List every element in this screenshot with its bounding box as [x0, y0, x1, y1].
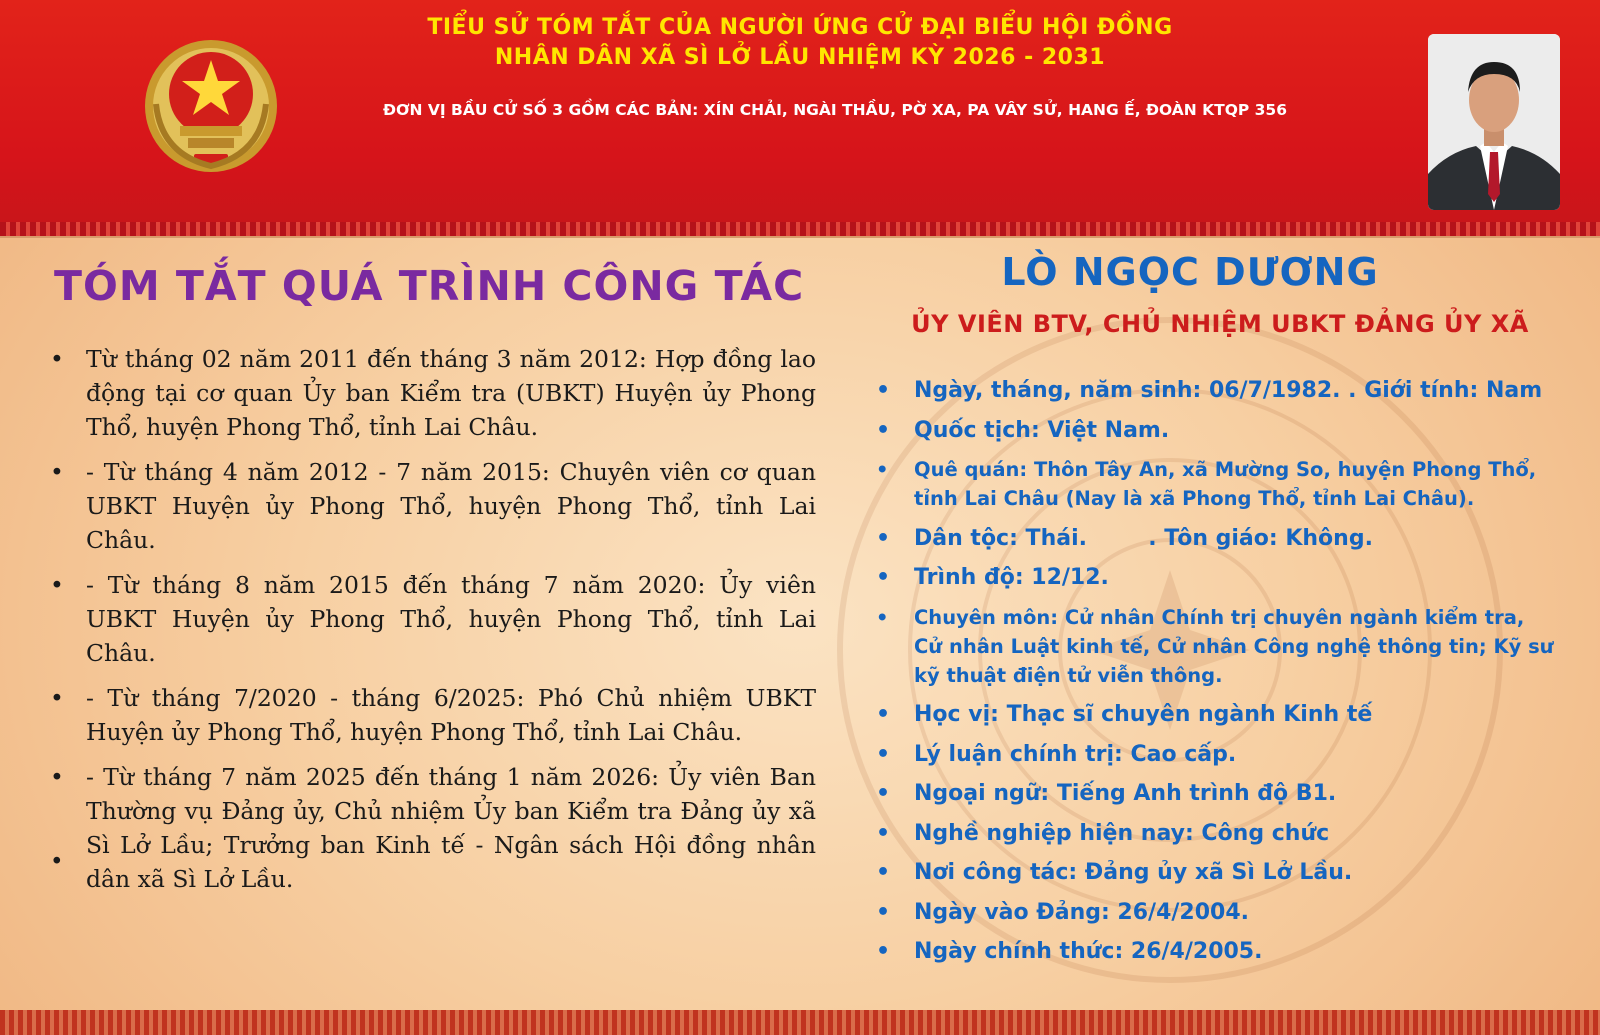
bullet: • — [50, 345, 64, 373]
career-item-text: - Từ tháng 4 năm 2012 - 7 năm 2015: Chuyên viên cơ quan UBKT Huyện ủy Phong Thổ, huyện Phong Thổ, tỉnh Lai Châu. — [86, 458, 816, 554]
info-official-date: Ngày chính thức: 26/4/2005. — [914, 939, 1263, 964]
candidate-name: LÒ NGỌC DƯƠNG — [1001, 250, 1379, 294]
info-foreign-language: Ngoại ngữ: Tiếng Anh trình độ B1. — [914, 781, 1337, 806]
info-degree: Học vị: Thạc sĩ chuyên ngành Kinh tế — [914, 702, 1373, 727]
header-decorative-border — [0, 222, 1600, 238]
title-line-2: NHÂN DÂN XÃ SÌ LỞ LẦU NHIỆM KỲ 2026 - 2031 — [494, 45, 1106, 70]
info-item — [876, 563, 1556, 592]
bullet: • — [876, 899, 891, 925]
info-item — [876, 416, 1556, 445]
candidate-info-list — [876, 376, 1556, 977]
career-item-text: - Từ tháng 7/2020 - tháng 6/2025: Phó Chủ nhiệm UBKT Huyện ủy Phong Thổ, huyện Phong Thổ, tỉnh Lai Châu. — [86, 684, 816, 746]
bullet: • — [876, 781, 891, 806]
bullet: • — [876, 702, 891, 727]
footer-decorative-border — [0, 1010, 1600, 1035]
career-item — [50, 760, 816, 896]
bullet: • — [876, 860, 891, 885]
title-line-1: TIỂU SỬ TÓM TẮT CỦA NGƯỜI ỨNG CỬ ĐẠI BIỂU HỘI ĐỒNG — [427, 15, 1173, 40]
info-item — [876, 819, 1556, 848]
info-item — [876, 858, 1556, 887]
info-nationality: Quốc tịch: Việt Nam. — [914, 417, 1170, 443]
info-item — [876, 898, 1556, 927]
bullet: • — [876, 458, 889, 481]
info-hometown: Quê quán: Thôn Tây An, xã Mường So, huyện Phong Thổ, tỉnh Lai Châu (Nay là xã Phong Thổ, tỉnh Lai Châu). — [914, 458, 1537, 510]
career-list — [50, 342, 816, 907]
bullet: • — [876, 525, 891, 551]
info-birth-gender: Ngày, tháng, năm sinh: 06/7/1982. . Giới tính: Nam — [914, 378, 1543, 403]
bullet: • — [876, 417, 891, 443]
career-item — [50, 342, 816, 444]
info-political-theory: Lý luận chính trị: Cao cấp. — [914, 741, 1237, 767]
bullet: • — [50, 458, 64, 486]
info-item — [876, 779, 1556, 808]
info-party-join-date: Ngày vào Đảng: 26/4/2004. — [914, 899, 1250, 925]
info-item — [876, 376, 1556, 405]
info-item — [876, 700, 1556, 729]
career-item — [50, 568, 816, 670]
bullet: • — [876, 605, 889, 629]
info-education: Trình độ: 12/12. — [914, 565, 1109, 590]
bullet: • — [876, 741, 891, 767]
career-item — [50, 681, 816, 749]
info-item — [876, 524, 1556, 553]
bullet: • — [50, 571, 64, 599]
info-ethnicity-religion: Dân tộc: Thái. . Tôn giáo: Không. — [914, 525, 1373, 551]
bullet: • — [50, 763, 64, 791]
info-item — [876, 937, 1556, 966]
candidate-position: ỦY VIÊN BTV, CHỦ NHIỆM UBKT ĐẢNG ỦY XÃ — [911, 310, 1529, 338]
info-occupation: Nghề nghiệp hiện nay: Công chức — [914, 820, 1330, 846]
info-item — [876, 603, 1556, 690]
header-banner — [0, 0, 1600, 222]
career-item-text: Từ tháng 02 năm 2011 đến tháng 3 năm 2012: Hợp đồng lao động tại cơ quan Ủy ban Kiểm tra (UBKT) Huyện ủy Phong Thổ, huyện Phong Thổ, tỉnh Lai Châu. — [86, 345, 816, 441]
info-item — [876, 740, 1556, 769]
candidate-photo — [1428, 34, 1560, 210]
info-specialty: Chuyên môn: Cử nhân Chính trị chuyên ngành kiểm tra, Cử nhân Luật kinh tế, Cử nhân Công nghệ thông tin; Kỹ sư kỹ thuật điện tử viễn thông. — [914, 605, 1554, 687]
electoral-unit-subtitle: ĐƠN VỊ BẦU CỬ SỐ 3 GỒM CÁC BẢN: XÍN CHẢI, NGÀI THẦU, PỜ XA, PA VÂY SỬ, HANG Ế, ĐOÀN KTQP 356 — [382, 101, 1287, 119]
bullet: • — [50, 684, 64, 712]
info-item — [876, 455, 1556, 513]
career-item-text: - Từ tháng 8 năm 2015 đến tháng 7 năm 2020: Ủy viên UBKT Huyện ủy Phong Thổ, huyện Phong Thổ, tỉnh Lai Châu. — [86, 571, 816, 667]
bullet: • — [876, 378, 891, 403]
bullet: • — [876, 939, 891, 964]
portrait-illustration — [1428, 34, 1560, 210]
career-item — [50, 455, 816, 557]
career-section-title: TÓM TẮT QUÁ TRÌNH CÔNG TÁC — [54, 262, 805, 310]
bullet: • — [876, 565, 891, 590]
empty-bullet: • — [50, 849, 64, 875]
bullet: • — [876, 820, 891, 846]
info-workplace: Nơi công tác: Đảng ủy xã Sì Lở Lầu. — [914, 860, 1353, 885]
career-item-text: - Từ tháng 7 năm 2025 đến tháng 1 năm 2026: Ủy viên Ban Thường vụ Đảng ủy, Chủ nhiệm Ủy ban Kiểm tra Đảng ủy xã Sì Lở Lầu; Trưởng ban Kinh tế - Ngân sách Hội đồng nhân dân xã Sì Lở Lầu. — [86, 763, 816, 893]
